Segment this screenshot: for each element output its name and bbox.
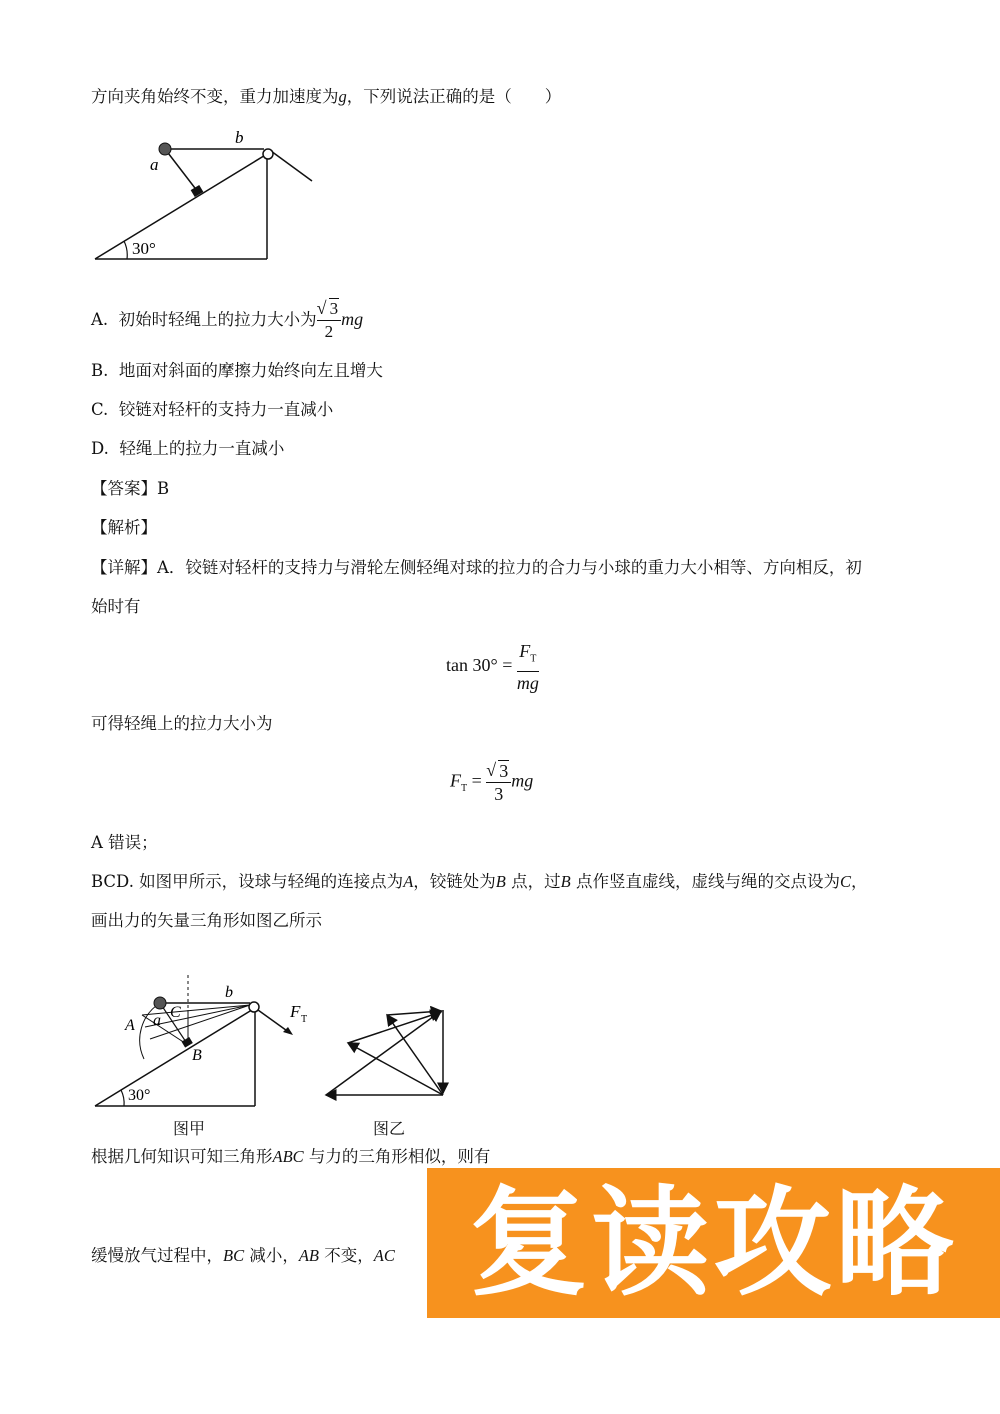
detail-line-5: BCD. 如图甲所示，设球与轻绳的连接点为A，铰链处为B 点，过B 点作竖直虚线，虚线与绳的交点设为C， (91, 872, 868, 891)
detail-text: A 错误； (91, 833, 158, 852)
detail-text: 画出力的矢量三角形如图乙所示 (91, 911, 322, 930)
detail-line-8: 缓慢放气过程中，BC 减小，AB 不变，AC (91, 1246, 395, 1265)
option-letter: D. (91, 439, 109, 458)
detail-line-3 (91, 713, 273, 735)
option-b (91, 360, 383, 382)
option-d (91, 438, 284, 460)
eq-lhs: F (450, 770, 461, 791)
detail-line-6 (91, 910, 322, 932)
figure-jia (90, 975, 320, 1115)
fraction: √ $\frac{3}{3}$ (486, 760, 511, 805)
option-text: 初始时轻绳上的拉力大小为 (118, 310, 317, 329)
option-text: 铰链对轻杆的支持力一直减小 (118, 400, 334, 419)
option-letter: B. (91, 361, 109, 380)
watermark-text: 复读攻略 (469, 1174, 958, 1312)
fraction: √ $\frac{3}{2}$ (317, 298, 342, 343)
label-B: B (192, 1047, 202, 1064)
option-letter: C. (91, 400, 109, 419)
eq-lhs: tan 30° = (446, 654, 513, 675)
watermark-banner (427, 1168, 1000, 1318)
analysis-label (91, 517, 157, 539)
stem-text: 方向夹角始终不变，重力加速度为 (91, 87, 339, 106)
mg: mg (341, 309, 364, 329)
caption-yi: 图乙 (373, 1119, 406, 1138)
figure-yi (320, 1005, 455, 1105)
option-text: 地面对斜面的摩擦力始终向左且增大 (118, 361, 383, 380)
label-a: a (153, 1012, 161, 1029)
detail-label: 【详解】 (91, 558, 157, 577)
label-angle: 30° (132, 239, 156, 258)
detail-line-2 (91, 596, 141, 618)
eq-sub: T (461, 783, 468, 795)
detail-text: 始时有 (91, 597, 141, 616)
option-a (91, 298, 363, 343)
detail-line-1 (91, 557, 862, 579)
answer-label: 【答案】 (91, 479, 157, 498)
option-text: 轻绳上的拉力一直减小 (119, 439, 285, 458)
eq-sign: = (471, 770, 482, 791)
option-c (91, 399, 333, 421)
detail-line-7: 根据几何知识可知三角形ABC 与力的三角形相似，则有 (91, 1147, 491, 1166)
fraction: $\frac{F_T}{mg}$ (516, 641, 539, 693)
label-A: A (125, 1017, 135, 1034)
label-angle: 30° (128, 1087, 151, 1104)
caption-jia: 图甲 (173, 1119, 206, 1138)
label-FT: F (290, 1002, 301, 1021)
mg: mg (511, 770, 534, 791)
label-b: b (225, 984, 233, 1001)
label-C: C (170, 1004, 181, 1021)
answer-line (91, 478, 169, 500)
equation-ft (450, 760, 533, 805)
svg-text:T: T (301, 1014, 308, 1025)
detail-text: 可得轻绳上的拉力大小为 (91, 714, 273, 733)
detail-text: A．铰链对轻杆的支持力与滑轮左侧轻绳对球的拉力的合力与小球的重力大小相等、方向相反，初 (157, 558, 862, 577)
label-b: b (235, 128, 244, 147)
stem-var: g (338, 87, 347, 106)
detail-line-4 (91, 832, 158, 854)
option-letter: A. (91, 310, 109, 329)
analysis-text: 【解析】 (91, 518, 157, 537)
incline-figure (90, 125, 320, 265)
answer-value: B (157, 479, 170, 498)
label-a: a (150, 155, 159, 174)
equation-tan30 (446, 640, 539, 694)
question-stem (91, 86, 561, 108)
stem-end: ，下列说法正确的是（ ） (346, 87, 562, 106)
